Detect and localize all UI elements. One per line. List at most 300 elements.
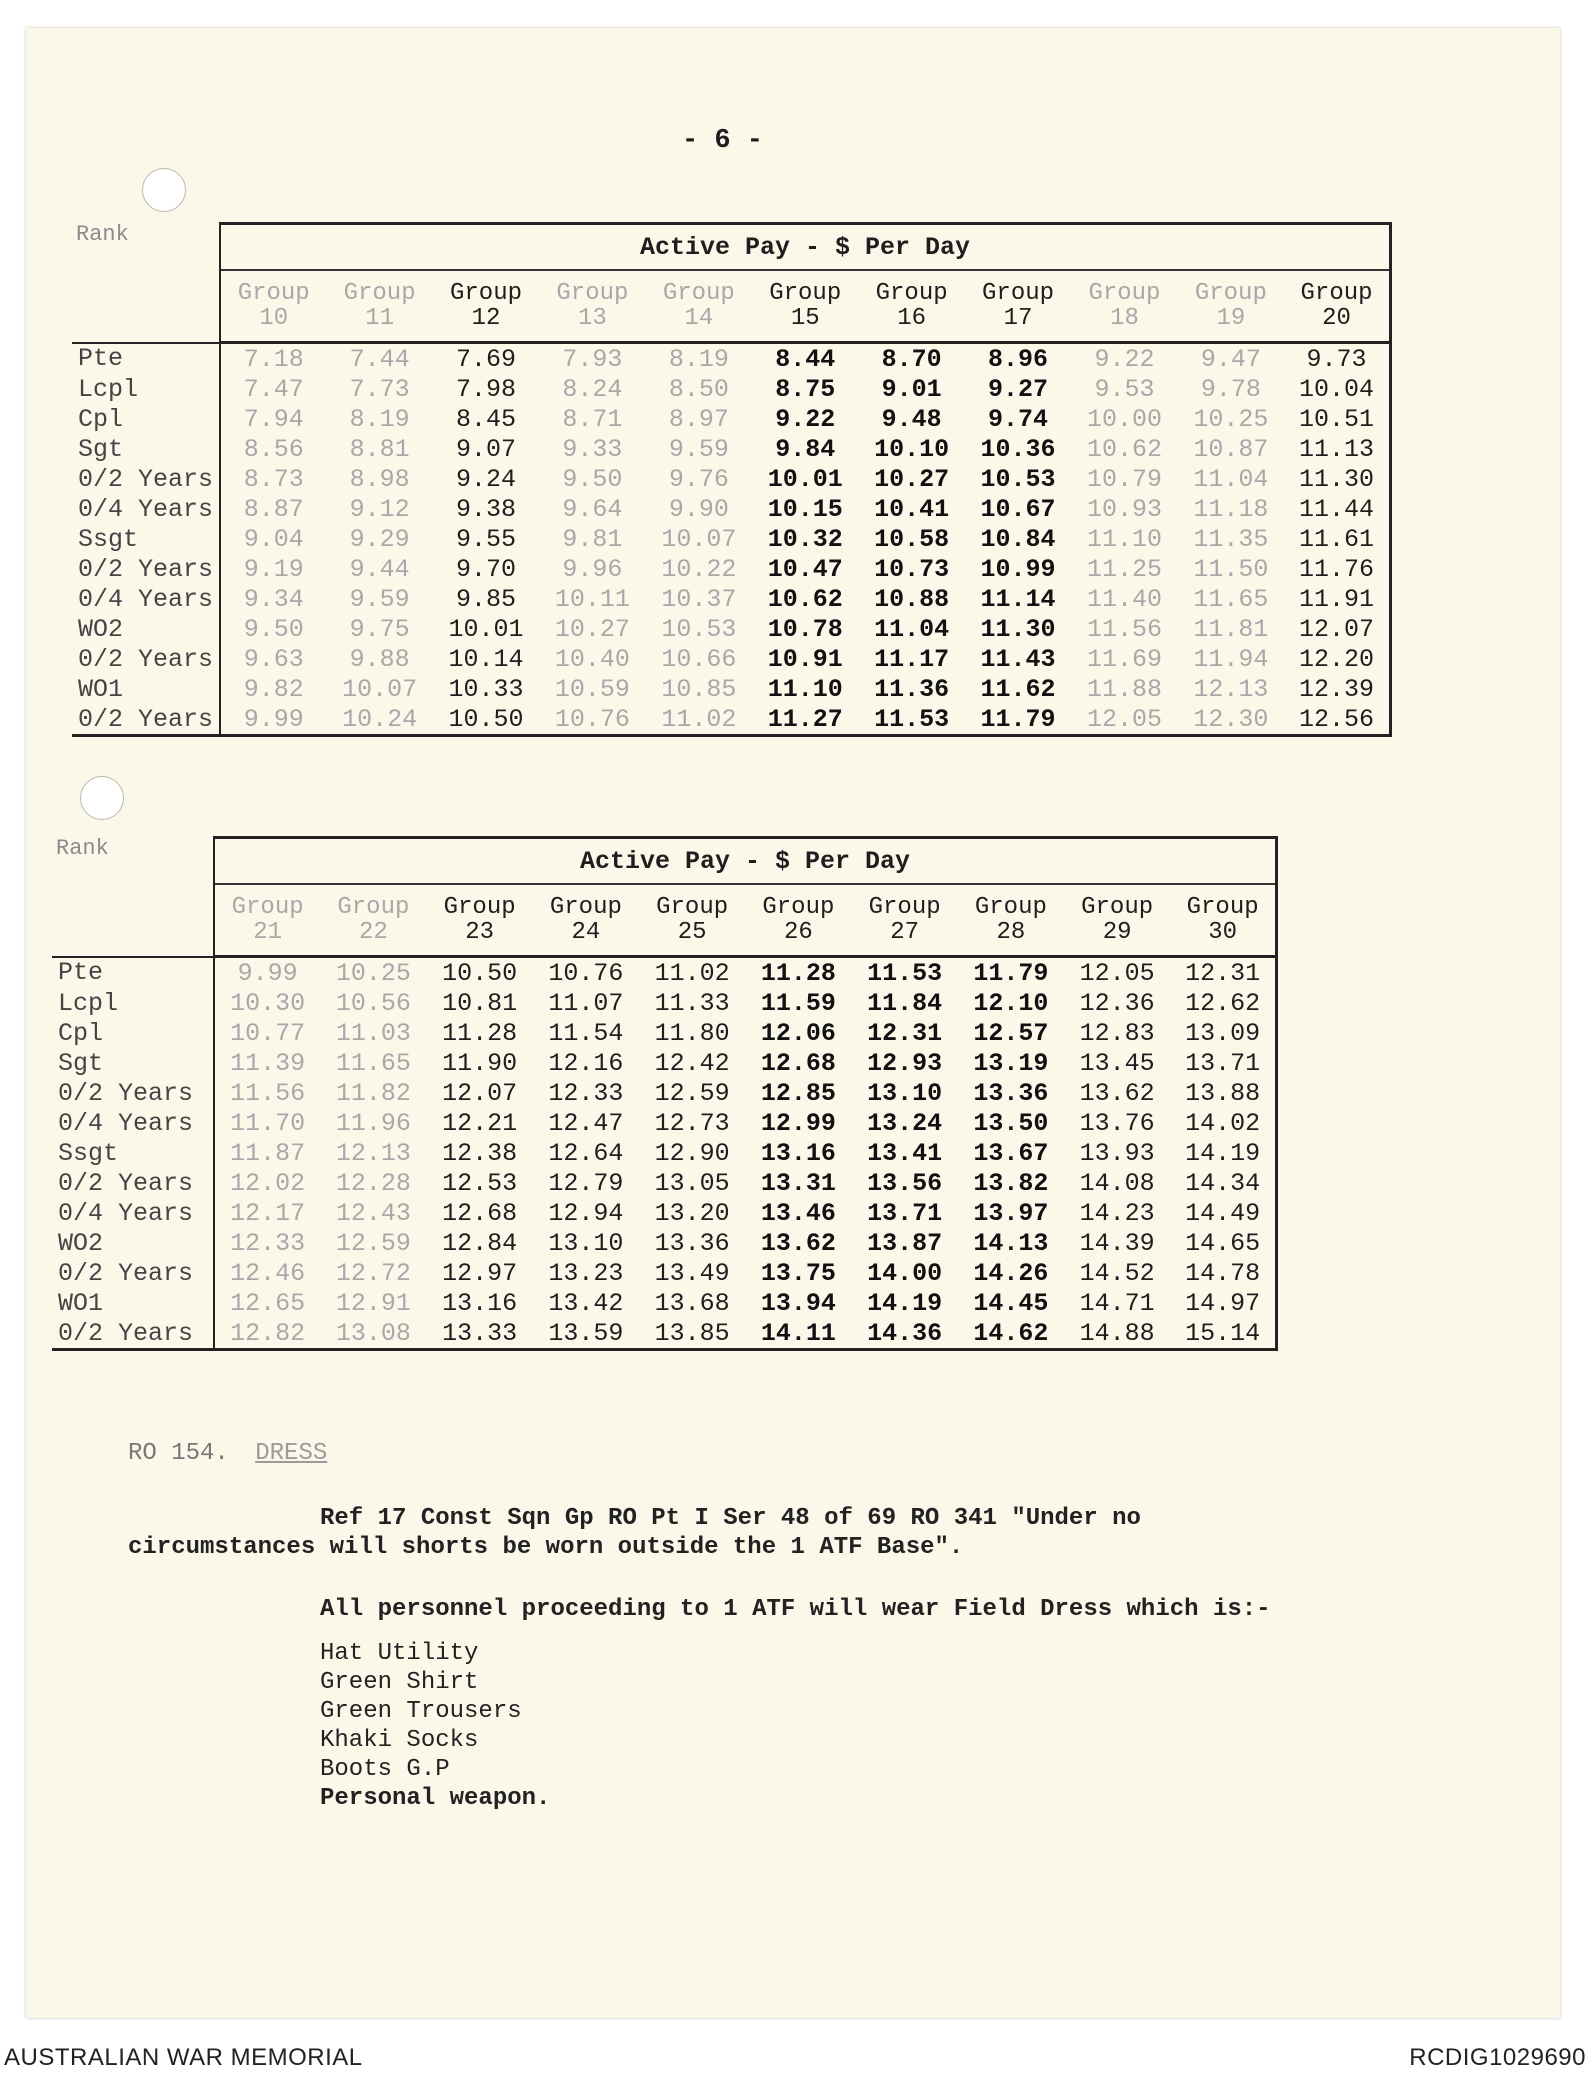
pay-value-cell: 13.05 bbox=[654, 1168, 730, 1198]
pay-value-cell: 11.02 bbox=[654, 958, 730, 988]
pay-value-cell: 14.97 bbox=[1170, 1288, 1276, 1318]
pay-value-cell: 13.10 bbox=[548, 1228, 624, 1258]
group-label: Group bbox=[1186, 893, 1259, 921]
punch-hole bbox=[142, 168, 186, 212]
pay-value-cell: 10.14 bbox=[448, 644, 524, 674]
group-number: 24 bbox=[571, 919, 601, 946]
pay-value-cell: 11.69 bbox=[1086, 644, 1162, 674]
pay-value-cell: 11.10 bbox=[767, 674, 843, 704]
pay-value-cell: 13.87 bbox=[867, 1228, 943, 1258]
pay-value-cell: 9.99 bbox=[237, 958, 298, 988]
field-dress-statement: All personnel proceeding to 1 ATF will wear Field Dress which is:- bbox=[320, 1596, 1271, 1623]
rank-cell: WO1 bbox=[52, 1288, 214, 1318]
table-row bbox=[72, 554, 1391, 584]
table-row bbox=[72, 674, 1391, 704]
pay-value-cell: 12.42 bbox=[654, 1048, 730, 1078]
pay-value-cell: 12.33 bbox=[230, 1228, 306, 1258]
order-number-line bbox=[128, 1440, 327, 1467]
pay-value-cell: 9.27 bbox=[988, 374, 1049, 404]
group-number: 14 bbox=[684, 305, 714, 332]
pay-value-cell: 10.04 bbox=[1284, 374, 1390, 404]
pay-value-cell: 11.70 bbox=[230, 1108, 306, 1138]
pay-value-cell: 9.34 bbox=[243, 584, 304, 614]
pay-value-cell: 9.38 bbox=[456, 494, 517, 524]
rank-cell: 0/2 Years bbox=[52, 1318, 214, 1350]
table-row bbox=[72, 434, 1391, 464]
group-number: 11 bbox=[365, 305, 395, 332]
pay-value-cell: 13.09 bbox=[1170, 1018, 1276, 1048]
pay-value-cell: 12.07 bbox=[1284, 614, 1390, 644]
pay-value-cell: 13.82 bbox=[973, 1168, 1049, 1198]
pay-value-cell: 9.63 bbox=[243, 644, 304, 674]
pay-value-cell: 9.29 bbox=[349, 524, 410, 554]
pay-value-cell: 9.19 bbox=[243, 554, 304, 584]
pay-value-cell: 12.57 bbox=[973, 1018, 1049, 1048]
pay-value-cell: 10.50 bbox=[433, 704, 539, 736]
pay-value-cell: 12.28 bbox=[335, 1168, 411, 1198]
pay-value-cell: 9.78 bbox=[1200, 374, 1261, 404]
pay-value-cell: 12.38 bbox=[442, 1138, 518, 1168]
table-row bbox=[72, 404, 1391, 434]
pay-value-cell: 10.62 bbox=[767, 584, 843, 614]
group-header bbox=[745, 884, 851, 957]
pay-value-cell: 8.71 bbox=[562, 404, 623, 434]
pay-value-cell: 10.00 bbox=[1086, 404, 1162, 434]
pay-value-cell: 10.93 bbox=[1086, 494, 1162, 524]
pay-value-cell: 13.88 bbox=[1170, 1078, 1276, 1108]
pay-value-cell: 9.24 bbox=[456, 464, 517, 494]
table-row bbox=[52, 1078, 1277, 1108]
pay-value-cell: 11.35 bbox=[1193, 524, 1269, 554]
pay-value-cell: 11.84 bbox=[867, 988, 943, 1018]
group-label: Group bbox=[875, 279, 948, 307]
pay-value-cell: 11.59 bbox=[760, 988, 836, 1018]
pay-value-cell: 11.81 bbox=[1193, 614, 1269, 644]
pay-value-cell: 13.19 bbox=[973, 1048, 1049, 1078]
rank-cell: Lcpl bbox=[72, 374, 220, 404]
pay-value-cell: 12.36 bbox=[1079, 988, 1155, 1018]
pay-value-cell: 9.44 bbox=[349, 554, 410, 584]
pay-value-cell: 12.73 bbox=[654, 1108, 730, 1138]
pay-value-cell: 12.97 bbox=[442, 1258, 518, 1288]
pay-value-cell: 9.81 bbox=[562, 524, 623, 554]
punch-hole bbox=[80, 776, 124, 820]
group-header bbox=[1178, 270, 1284, 343]
pay-value-cell: 14.45 bbox=[973, 1288, 1049, 1318]
pay-value-cell: 10.37 bbox=[661, 584, 737, 614]
pay-value-cell: 12.10 bbox=[973, 988, 1049, 1018]
pay-value-cell: 10.53 bbox=[661, 614, 737, 644]
pay-value-cell: 10.76 bbox=[539, 704, 645, 736]
pay-value-cell: 11.91 bbox=[1284, 584, 1390, 614]
pay-table-groups-21-30 bbox=[52, 836, 1278, 1351]
rank-cell: Sgt bbox=[52, 1048, 214, 1078]
rank-cell: WO1 bbox=[72, 674, 220, 704]
table-row bbox=[52, 1288, 1277, 1318]
group-label: Group bbox=[769, 279, 842, 307]
group-number: 25 bbox=[677, 919, 707, 946]
pay-value-cell: 8.44 bbox=[775, 344, 836, 374]
pay-value-cell: 10.76 bbox=[548, 958, 624, 988]
group-label: Group bbox=[868, 893, 941, 921]
pay-value-cell: 12.99 bbox=[760, 1108, 836, 1138]
pay-value-cell: 10.56 bbox=[335, 988, 411, 1018]
pay-value-cell: 12.68 bbox=[760, 1048, 836, 1078]
group-header bbox=[433, 270, 539, 343]
table-row bbox=[52, 1048, 1277, 1078]
rank-cell: 0/4 Years bbox=[72, 584, 220, 614]
pay-value-cell: 13.33 bbox=[427, 1318, 533, 1350]
rank-column-header: Rank bbox=[72, 224, 220, 343]
pay-value-cell: 13.49 bbox=[654, 1258, 730, 1288]
group-header bbox=[646, 270, 752, 343]
pay-value-cell: 10.51 bbox=[1284, 404, 1390, 434]
pay-value-cell: 14.88 bbox=[1064, 1318, 1170, 1350]
group-label: Group bbox=[343, 279, 416, 307]
pay-value-cell: 9.64 bbox=[562, 494, 623, 524]
group-number: 21 bbox=[253, 919, 283, 946]
pay-value-cell: 14.11 bbox=[745, 1318, 851, 1350]
pay-value-cell: 12.59 bbox=[335, 1228, 411, 1258]
field-dress-item: Boots G.P bbox=[320, 1756, 450, 1783]
rank-cell: Ssgt bbox=[52, 1138, 214, 1168]
pay-value-cell: 7.93 bbox=[562, 344, 623, 374]
pay-value-cell: 10.27 bbox=[554, 614, 630, 644]
pay-value-cell: 11.02 bbox=[646, 704, 752, 736]
pay-value-cell: 10.88 bbox=[874, 584, 950, 614]
field-dress-item: Khaki Socks bbox=[320, 1727, 479, 1754]
pay-value-cell: 12.91 bbox=[335, 1288, 411, 1318]
pay-value-cell: 10.11 bbox=[554, 584, 630, 614]
pay-value-cell: 13.41 bbox=[867, 1138, 943, 1168]
pay-value-cell: 14.71 bbox=[1079, 1288, 1155, 1318]
order-reference-line-2: circumstances will shorts be worn outside the 1 ATF Base". bbox=[128, 1534, 964, 1561]
group-header bbox=[539, 270, 645, 343]
pay-value-cell: 11.28 bbox=[760, 958, 836, 988]
footer-record-id: RCDIG1029690 bbox=[1409, 2044, 1586, 2071]
pay-value-cell: 13.36 bbox=[973, 1078, 1049, 1108]
pay-value-cell: 11.82 bbox=[335, 1078, 411, 1108]
group-label: Group bbox=[337, 893, 410, 921]
pay-value-cell: 12.05 bbox=[1071, 704, 1177, 736]
group-header bbox=[858, 270, 964, 343]
rank-cell: Pte bbox=[72, 343, 220, 375]
pay-value-cell: 12.53 bbox=[442, 1168, 518, 1198]
pay-value-cell: 9.99 bbox=[220, 704, 326, 736]
group-label: Group bbox=[1300, 279, 1373, 307]
pay-value-cell: 10.27 bbox=[874, 464, 950, 494]
rank-cell: WO2 bbox=[72, 614, 220, 644]
table-row bbox=[72, 704, 1391, 736]
pay-value-cell: 10.01 bbox=[448, 614, 524, 644]
pay-value-cell: 13.71 bbox=[867, 1198, 943, 1228]
pay-value-cell: 9.70 bbox=[456, 554, 517, 584]
rank-cell: 0/4 Years bbox=[52, 1108, 214, 1138]
pay-value-cell: 9.33 bbox=[562, 434, 623, 464]
pay-value-cell: 8.73 bbox=[243, 464, 304, 494]
order-heading: DRESS bbox=[255, 1440, 328, 1467]
group-header bbox=[639, 884, 745, 957]
pay-value-cell: 8.87 bbox=[243, 494, 304, 524]
pay-value-cell: 11.10 bbox=[1086, 524, 1162, 554]
pay-value-cell: 14.19 bbox=[1170, 1138, 1276, 1168]
group-header bbox=[326, 270, 432, 343]
pay-value-cell: 10.99 bbox=[980, 554, 1056, 584]
pay-value-cell: 10.15 bbox=[767, 494, 843, 524]
group-label: Group bbox=[762, 893, 835, 921]
pay-value-cell: 14.34 bbox=[1170, 1168, 1276, 1198]
pay-value-cell: 10.66 bbox=[661, 644, 737, 674]
rank-cell: Cpl bbox=[52, 1018, 214, 1048]
pay-value-cell: 12.47 bbox=[548, 1108, 624, 1138]
pay-value-cell: 10.07 bbox=[661, 524, 737, 554]
pay-value-cell: 11.54 bbox=[548, 1018, 624, 1048]
pay-value-cell: 8.24 bbox=[562, 374, 623, 404]
pay-value-cell: 9.12 bbox=[349, 494, 410, 524]
pay-value-cell: 8.45 bbox=[456, 404, 517, 434]
table-row bbox=[72, 644, 1391, 674]
pay-value-cell: 12.59 bbox=[654, 1078, 730, 1108]
table-row bbox=[52, 1108, 1277, 1138]
rank-cell: Cpl bbox=[72, 404, 220, 434]
pay-value-cell: 9.50 bbox=[562, 464, 623, 494]
pay-value-cell: 12.79 bbox=[548, 1168, 624, 1198]
group-header bbox=[320, 884, 426, 957]
pay-value-cell: 14.02 bbox=[1170, 1108, 1276, 1138]
table-title: Active Pay - $ Per Day bbox=[220, 224, 1391, 271]
pay-value-cell: 10.77 bbox=[230, 1018, 306, 1048]
pay-value-cell: 12.07 bbox=[442, 1078, 518, 1108]
group-header bbox=[752, 270, 858, 343]
pay-value-cell: 10.91 bbox=[767, 644, 843, 674]
pay-value-cell: 7.94 bbox=[243, 404, 304, 434]
pay-value-cell: 12.13 bbox=[1193, 674, 1269, 704]
group-label: Group bbox=[556, 279, 629, 307]
group-number: 20 bbox=[1322, 305, 1351, 332]
group-number: 27 bbox=[890, 919, 920, 946]
pay-value-cell: 12.02 bbox=[230, 1168, 306, 1198]
group-header bbox=[1064, 884, 1170, 957]
pay-value-cell: 9.59 bbox=[668, 434, 729, 464]
pay-value-cell: 13.93 bbox=[1079, 1138, 1155, 1168]
pay-value-cell: 12.05 bbox=[1079, 958, 1155, 988]
pay-value-cell: 14.65 bbox=[1170, 1228, 1276, 1258]
pay-value-cell: 12.17 bbox=[230, 1198, 306, 1228]
pay-value-cell: 9.22 bbox=[1094, 344, 1155, 374]
pay-value-cell: 11.88 bbox=[1086, 674, 1162, 704]
pay-value-cell: 11.39 bbox=[230, 1048, 306, 1078]
pay-value-cell: 10.84 bbox=[980, 524, 1056, 554]
pay-value-cell: 11.07 bbox=[548, 988, 624, 1018]
pay-value-cell: 9.55 bbox=[456, 524, 517, 554]
pay-value-cell: 10.10 bbox=[874, 434, 950, 464]
pay-value-cell: 14.78 bbox=[1170, 1258, 1276, 1288]
pay-value-cell: 12.46 bbox=[230, 1258, 306, 1288]
pay-value-cell: 14.19 bbox=[867, 1288, 943, 1318]
pay-value-cell: 12.13 bbox=[335, 1138, 411, 1168]
pay-value-cell: 13.20 bbox=[654, 1198, 730, 1228]
rank-cell: Lcpl bbox=[52, 988, 214, 1018]
pay-value-cell: 8.19 bbox=[668, 344, 729, 374]
pay-value-cell: 10.85 bbox=[661, 674, 737, 704]
pay-value-cell: 12.68 bbox=[442, 1198, 518, 1228]
rank-cell: 0/2 Years bbox=[72, 644, 220, 674]
pay-value-cell: 10.25 bbox=[335, 958, 411, 988]
group-number: 18 bbox=[1110, 305, 1139, 332]
group-number: 15 bbox=[790, 305, 820, 332]
rank-column-header: Rank bbox=[52, 838, 214, 957]
pay-value-cell: 9.01 bbox=[881, 374, 942, 404]
pay-value-cell: 10.81 bbox=[442, 988, 518, 1018]
pay-value-cell: 7.98 bbox=[456, 374, 517, 404]
group-label: Group bbox=[237, 279, 310, 307]
group-number: 22 bbox=[358, 919, 388, 946]
pay-value-cell: 13.85 bbox=[639, 1318, 745, 1350]
pay-value-cell: 12.33 bbox=[548, 1078, 624, 1108]
pay-value-cell: 9.76 bbox=[668, 464, 729, 494]
pay-value-cell: 8.56 bbox=[243, 434, 304, 464]
pay-value-cell: 8.75 bbox=[775, 374, 836, 404]
pay-value-cell: 11.53 bbox=[867, 958, 943, 988]
pay-value-cell: 7.18 bbox=[243, 344, 304, 374]
pay-value-cell: 10.87 bbox=[1193, 434, 1269, 464]
group-number: 30 bbox=[1208, 919, 1238, 946]
pay-value-cell: 12.39 bbox=[1284, 674, 1390, 704]
pay-value-cell: 10.25 bbox=[1193, 404, 1269, 434]
pay-value-cell: 13.24 bbox=[867, 1108, 943, 1138]
rank-cell: Sgt bbox=[72, 434, 220, 464]
pay-value-cell: 8.97 bbox=[668, 404, 729, 434]
pay-value-cell: 13.68 bbox=[654, 1288, 730, 1318]
pay-value-cell: 11.14 bbox=[980, 584, 1056, 614]
pay-value-cell: 11.03 bbox=[335, 1018, 411, 1048]
pay-value-cell: 11.27 bbox=[752, 704, 858, 736]
group-number: 29 bbox=[1102, 919, 1132, 946]
pay-value-cell: 11.96 bbox=[335, 1108, 411, 1138]
pay-value-cell: 12.65 bbox=[230, 1288, 306, 1318]
pay-value-cell: 9.07 bbox=[456, 434, 517, 464]
pay-value-cell: 13.76 bbox=[1079, 1108, 1155, 1138]
pay-value-cell: 10.36 bbox=[980, 434, 1056, 464]
rank-cell: 0/2 Years bbox=[72, 554, 220, 584]
field-dress-item: Personal weapon. bbox=[320, 1785, 551, 1812]
pay-value-cell: 10.59 bbox=[554, 674, 630, 704]
rank-cell: 0/2 Years bbox=[52, 1168, 214, 1198]
group-header bbox=[1170, 884, 1276, 957]
pay-value-cell: 12.93 bbox=[867, 1048, 943, 1078]
pay-value-cell: 13.36 bbox=[654, 1228, 730, 1258]
pay-value-cell: 8.96 bbox=[988, 344, 1049, 374]
pay-value-cell: 13.75 bbox=[760, 1258, 836, 1288]
group-label: Group bbox=[656, 893, 729, 921]
table-row bbox=[52, 1138, 1277, 1168]
pay-value-cell: 10.78 bbox=[767, 614, 843, 644]
page-number: - 6 - bbox=[682, 126, 764, 156]
pay-value-cell: 11.90 bbox=[442, 1048, 518, 1078]
group-header bbox=[427, 884, 533, 957]
pay-value-cell: 12.83 bbox=[1079, 1018, 1155, 1048]
group-label: Group bbox=[982, 279, 1055, 307]
group-number: 16 bbox=[897, 305, 927, 332]
pay-value-cell: 7.69 bbox=[456, 344, 517, 374]
pay-value-cell: 13.42 bbox=[548, 1288, 624, 1318]
pay-value-cell: 13.08 bbox=[320, 1318, 426, 1350]
pay-value-cell: 10.24 bbox=[326, 704, 432, 736]
pay-value-cell: 12.56 bbox=[1284, 704, 1390, 736]
pay-value-cell: 10.41 bbox=[874, 494, 950, 524]
group-number: 19 bbox=[1216, 305, 1246, 332]
pay-value-cell: 8.50 bbox=[668, 374, 729, 404]
pay-value-cell: 13.71 bbox=[1170, 1048, 1276, 1078]
pay-value-cell: 13.56 bbox=[867, 1168, 943, 1198]
pay-value-cell: 12.84 bbox=[442, 1228, 518, 1258]
pay-value-cell: 12.62 bbox=[1170, 988, 1276, 1018]
pay-value-cell: 9.74 bbox=[988, 404, 1049, 434]
pay-value-cell: 9.22 bbox=[775, 404, 836, 434]
pay-value-cell: 9.88 bbox=[349, 644, 410, 674]
field-dress-item: Green Trousers bbox=[320, 1698, 522, 1725]
pay-value-cell: 12.21 bbox=[442, 1108, 518, 1138]
pay-value-cell: 13.62 bbox=[760, 1228, 836, 1258]
pay-value-cell: 11.65 bbox=[1193, 584, 1269, 614]
group-number: 13 bbox=[578, 305, 607, 332]
group-header bbox=[852, 884, 958, 957]
pay-value-cell: 12.85 bbox=[760, 1078, 836, 1108]
pay-value-cell: 11.44 bbox=[1284, 494, 1390, 524]
pay-value-cell: 7.47 bbox=[243, 374, 304, 404]
pay-value-cell: 9.47 bbox=[1200, 344, 1261, 374]
table-row bbox=[52, 1258, 1277, 1288]
pay-value-cell: 8.70 bbox=[881, 344, 942, 374]
pay-value-cell: 14.49 bbox=[1170, 1198, 1276, 1228]
pay-value-cell: 11.30 bbox=[980, 614, 1056, 644]
pay-value-cell: 14.62 bbox=[958, 1318, 1064, 1350]
pay-value-cell: 9.04 bbox=[243, 524, 304, 554]
pay-value-cell: 10.40 bbox=[554, 644, 630, 674]
pay-value-cell: 9.59 bbox=[349, 584, 410, 614]
pay-value-cell: 11.50 bbox=[1193, 554, 1269, 584]
pay-value-cell: 10.33 bbox=[448, 674, 524, 704]
pay-value-cell: 11.17 bbox=[874, 644, 950, 674]
pay-value-cell: 11.40 bbox=[1086, 584, 1162, 614]
group-number: 17 bbox=[1003, 305, 1033, 332]
group-label: Group bbox=[1081, 893, 1154, 921]
group-number: 26 bbox=[783, 919, 813, 946]
pay-value-cell: 10.73 bbox=[874, 554, 950, 584]
pay-value-cell: 12.94 bbox=[548, 1198, 624, 1228]
group-header bbox=[1284, 270, 1390, 343]
pay-value-cell: 9.53 bbox=[1094, 374, 1155, 404]
group-label: Group bbox=[231, 893, 304, 921]
pay-value-cell: 12.64 bbox=[548, 1138, 624, 1168]
group-label: Group bbox=[1088, 279, 1161, 307]
pay-value-cell: 11.87 bbox=[230, 1138, 306, 1168]
pay-value-cell: 7.44 bbox=[349, 344, 410, 374]
pay-value-cell: 11.30 bbox=[1284, 464, 1390, 494]
table-row bbox=[72, 614, 1391, 644]
pay-value-cell: 8.19 bbox=[349, 404, 410, 434]
group-label: Group bbox=[974, 893, 1047, 921]
pay-value-cell: 13.94 bbox=[760, 1288, 836, 1318]
pay-value-cell: 13.23 bbox=[548, 1258, 624, 1288]
pay-value-cell: 13.50 bbox=[973, 1108, 1049, 1138]
group-label: Group bbox=[549, 893, 622, 921]
table-row bbox=[52, 1318, 1277, 1350]
pay-value-cell: 13.46 bbox=[760, 1198, 836, 1228]
pay-value-cell: 13.16 bbox=[760, 1138, 836, 1168]
order-reference-line-1: Ref 17 Const Sqn Gp RO Pt I Ser 48 of 69 RO 341 "Under no bbox=[320, 1505, 1141, 1532]
rank-cell: 0/4 Years bbox=[72, 494, 220, 524]
